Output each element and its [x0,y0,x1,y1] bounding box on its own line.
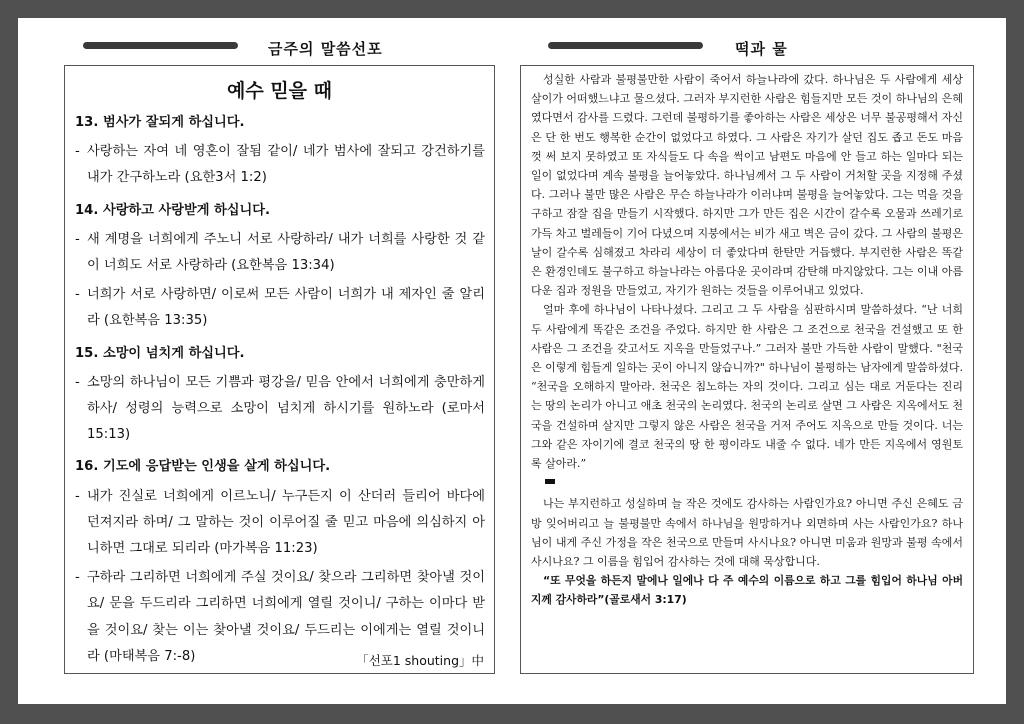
right-header-bar [548,42,703,49]
left-header-title: 금주의 말씀선포 [268,40,383,58]
source-footnote: 「선포1 shouting」中 [356,653,484,668]
left-panel-content [75,110,485,670]
square-bullet-icon [545,479,555,484]
left-header-bar [83,42,238,49]
story-content [531,70,963,610]
verse-item: - 새 계명을 너희에게 주노니 서로 사랑하라/ 내가 너희를 사랑한 것 같이 너희도 서로 사랑하라 (요한복음 13:34) [75,231,485,274]
right-header-title: 떡과 물 [735,40,788,58]
story-paragraph: 성실한 사람과 불평불만한 사람이 죽어서 하늘나라에 갔다. 하나님은 두 사람에게 세상살이가 어떠했느냐고 물으셨다. 그러자 부지런한 사람은 힘들지만 모든 것이 하나님의 은혜였다면서 감사를 드렸다. 그런데 불평하기를 좋아하는 사람은 세상은 너무 불공평해서 자신은 단 한 번도 행복한 순간이 없었다고 하였다. 그 사람은 자기가 살던 집도 좁고 돈도 마음껏 써 보지 못하였고 또 자식들도 다 속을 썩이고 남편도 마음에 안 들고 하는 일마다 되는 일이 없었다며 계속 불평을 늘어놓았다. 하나님께서 그 두 사람이 거처할 곳을 지정해 주셨다. 그러나 불만 많은 사람은 무슨 하늘나라가 이러냐며 불평을 늘어놓았다. 그는 먹을 것을 구하고 잠잘 집을 만들기 시작했다. 하지만 그가 만든 집은 시간이 갈수록 오물과 쓰레기로 가득 차고 벌레들이 기어 다녔으며 지붕에서는 비가 새고 벽은 금이 갔다. 그 사람의 불평은 날이 갈수록 심해졌고 차라리 세상이 더 좋았다며 한탄만 거듭했다. 부지런한 사람은 똑같은 환경인데도 불구하고 하늘나라는 아름다운 곳이라며 감탄해 마지않았다. 그는 이내 아름다운 집과 정원을 만들었고, 자기가 원하는 것들을 이루어내고 있었다. [531,73,963,298]
verse-item: - 구하라 그리하면 너희에게 주실 것이요/ 찾으라 그리하면 찾아낼 것이요/ 문을 두드리라 그리하면 너희에게 열릴 것이니/ 구하는 이마다 받을 것이요/ 찾는 이는 찾아낼 것이요/ 두드리는 이에게는 열릴 것이니라 (마태복음 7:-8) [75,570,485,664]
verse-item: - 사랑하는 자여 네 영혼이 잘됨 같이/ 네가 범사에 잘되고 강건하기를 내가 간구하노라 (요한3서 1:2) [75,144,485,186]
right-panel [520,65,974,674]
closing-verse: “또 무엇을 하든지 말에나 일에나 다 주 예수의 이름으로 하고 그를 힘입어 하나님 아버지께 감사하라”(골로새서 3:17) [531,574,963,607]
left-panel-title: 예수 믿을 때 [227,80,332,102]
verse-item: - 너희가 서로 사랑하면/ 이로써 모든 사람이 너희가 내 제자인 줄 알리라 (요한복음 13:35) [75,287,485,329]
section-heading: 15. 소망이 넘치게 하십니다. [75,345,245,361]
story-paragraph: 나는 부지런하고 성실하며 늘 작은 것에도 감사하는 사람인가요? 아니면 주신 은혜도 금방 잊어버리고 늘 불평불만 속에서 하나님을 원망하거나 외면하며 사는 사람인가요? 하나님이 내게 주신 가정을 작은 천국으로 만들며 사시나요? 아니면 미움과 원망과 불평 속에서 사시나요? 그 이름을 힘입어 감사하는 것에 대해 묵상합니다. [531,497,963,569]
left-panel [64,65,495,674]
section-heading: 13. 범사가 잘되게 하십니다. [75,115,245,130]
bulletin-page [18,18,1006,704]
verse-item: - 소망의 하나님이 모든 기쁨과 평강을/ 믿음 안에서 너희에게 충만하게 하사/ 성령의 능력으로 소망이 넘치게 하시기를 원하노라 (로마서 15:13) [75,374,485,443]
section-heading: 16. 기도에 응답받는 인생을 살게 하십니다. [75,459,331,475]
story-paragraph: 얼마 후에 하나님이 나타나셨다. 그리고 그 두 사람을 심판하시며 말씀하셨다. “난 너희 두 사람에게 똑같은 조건을 주었다. 하지만 한 사람은 그 조건으로 천국을 건설했고 또 한 사람은 그 조건을 갖고서도 지옥을 만들었구나.” 그러자 불만 가득한 사람이 말했다. "천국은 이렇게 힘들게 일하는 곳이 아니지 않습니까?" 하나님이 불평하는 남자에게 말씀하셨다. “천국을 오해하지 말아라. 천국은 침노하는 자의 것이다. 그리고 심는 대로 거둔다는 진리는 땅의 논리가 아니고 애초 천국의 논리였다. 천국의 논리로 살면 그 사람은 지옥에서도 천국을 건설하며 살지만 그렇지 않은 사람은 천국을 거저 주어도 지옥으로 만들 것이다. 너는 그와 같은 자이기에 결코 천국의 땅 한 평이라도 내줄 수 없다. 네가 만든 지옥에서 영원토록 살아라.” [531,303,963,471]
verse-item: - 내가 진실로 너희에게 이르노니/ 누구든지 이 산더러 들리어 바다에 던져지라 하며/ 그 말하는 것이 이루어질 줄 믿고 마음에 의심하지 아니하면 그대로 되리라 (마가복음 11:23) [75,488,485,557]
section-heading: 14. 사랑하고 사랑받게 하십니다. [75,202,271,218]
